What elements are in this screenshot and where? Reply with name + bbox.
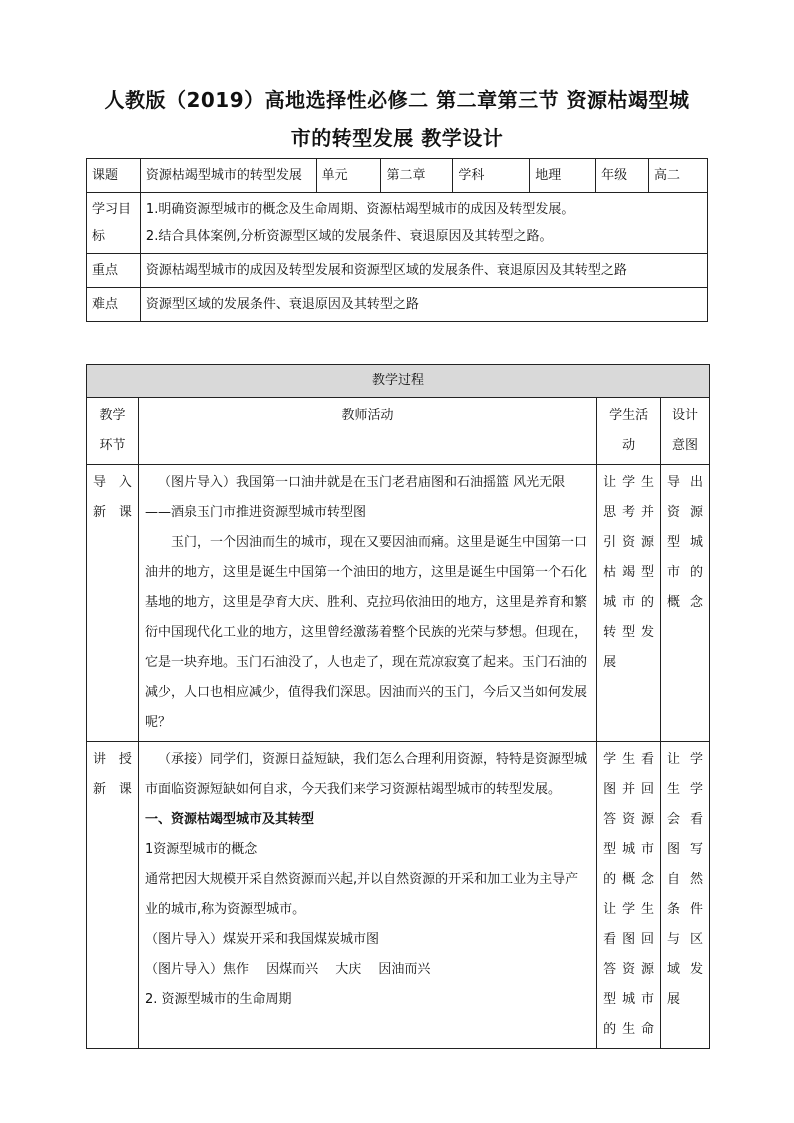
section-heading: 一、资源枯竭型城市及其转型 [144,812,314,827]
teaching-process-table [86,364,710,1049]
stage-cell: 讲 授新课 [87,742,139,1049]
goals-row [87,193,708,254]
difficulty-value: 资源型区域的发展条件、衰退原因及其转型之路 [140,288,707,322]
teacher-paragraph: （图片导入）我国第一口油井就是在玉门老君庙图和石油摇篮 风光无限——酒泉玉门市推进资源型城市转型图 [144,475,566,520]
topic-value: 资源枯竭型城市的转型发展 [140,159,316,193]
key-point-label: 重点 [87,254,141,288]
subsection-heading: 1资源型城市的概念 [144,842,258,857]
design-intent-cell: 导出资源型城市的概念 [661,465,710,742]
teacher-activity-cell [138,465,596,742]
stage-column-header: 教学环节 [87,398,139,465]
unit-label: 单元 [316,159,381,193]
student-column-header: 学生活动 [597,398,661,465]
process-row-lecture [87,742,710,1049]
document-title-line-2: 市的转型发展 教学设计 [290,126,504,150]
goal-item: 2.结合具体案例,分析资源型区域的发展条件、衰退原因及其转型之路。 [145,229,553,244]
topic-label: 课题 [87,159,141,193]
stage-cell: 导 入新课 [87,465,139,742]
student-activity-cell: 学生看图并回答资源型城市的概念让学生看图回答资源型城市的生命 [597,742,661,1049]
teacher-paragraph: 玉门，一个因油而生的城市，现在又要因油而痛。这里是诞生中国第一口油井的地方，这里是诞生中国第一个油田的地方，这里是诞生中国第一个石化基地的地方，这里是孕育大庆、胜利、克拉玛依油田的地方，这里是养育和繁衍中国现代化工业的地方，这里曾经激荡着整个民族的光荣与梦想。但现在，它是一块弃地。玉门石油没了，人也走了，现在荒凉寂寞了起来。玉门石油的减少，人口也相应减少，值得我们深思。因油而兴的玉门，今后又当如何发展呢？ [144,535,587,730]
teacher-activity-cell [138,742,596,1049]
goal-item: 1.明确资源型城市的概念及生命周期、资源枯竭型城市的成因及转型发展。 [145,202,575,217]
unit-value: 第二章 [381,159,453,193]
topic-row [87,159,708,193]
teacher-column-header: 教师活动 [138,398,596,465]
grade-value: 高二 [649,159,708,193]
design-intent-cell: 让学生学会看图写自然条件与区域发展 [661,742,710,1049]
student-activity-cell: 让学生思考并引资源枯竭型城市的转型发展 [597,465,661,742]
teacher-paragraph: （图片导入）焦作 因煤而兴 大庆 因油而兴 [144,962,431,977]
teacher-paragraph: （承接）同学们，资源日益短缺，我们怎么合理利用资源，特特是资源型城市面临资源短缺如何自求，今天我们来学习资源枯竭型城市的转型发展。 [144,752,587,797]
key-point-row [87,254,708,288]
goals-label: 学习目标 [87,193,141,254]
teacher-paragraph: （图片导入）煤炭开采和我国煤炭城市图 [144,932,379,947]
difficulty-row [87,288,708,322]
difficulty-label: 难点 [87,288,141,322]
subject-value: 地理 [530,159,596,193]
course-info-table [86,158,708,322]
process-column-headers [87,398,710,465]
teaching-process-header: 教学过程 [87,365,710,398]
goals-content [140,193,707,254]
key-point-value: 资源枯竭型城市的成因及转型发展和资源型区域的发展条件、衰退原因及其转型之路 [140,254,707,288]
process-row-intro [87,465,710,742]
teacher-paragraph: 通常把因大规模开采自然资源而兴起,并以自然资源的开采和加工业为主导产业的城市,称为资源型城市。 [144,872,579,917]
design-column-header: 设计意图 [661,398,710,465]
document-title-line-1: 人教版（2019）高地选择性必修二 第二章第三节 资源枯竭型城 [104,88,690,112]
grade-label: 年级 [596,159,649,193]
subsection-heading: 2. 资源型城市的生命周期 [144,992,292,1007]
subject-label: 学科 [453,159,530,193]
